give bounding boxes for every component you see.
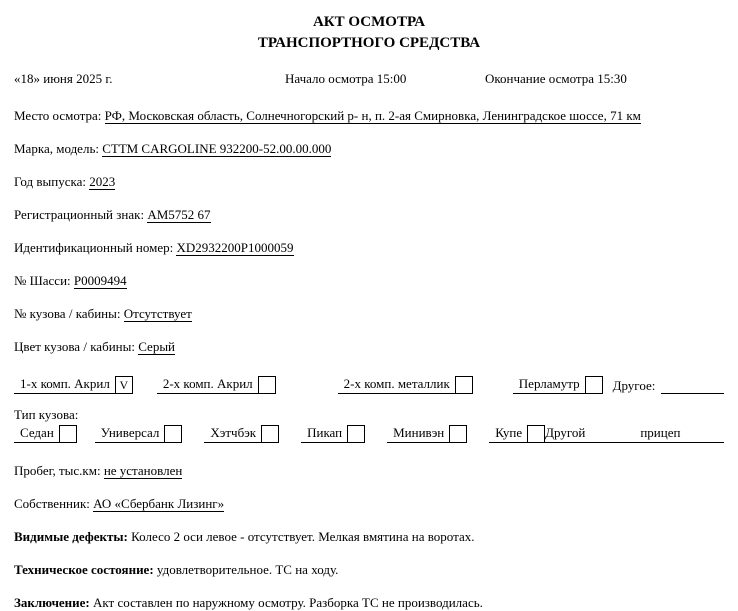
field-body-number [14,306,724,322]
field-label: Место осмотра: [14,108,102,123]
field-owner [14,496,724,512]
field-label: Год выпуска: [14,174,86,189]
paint-option-acrylic1 [14,375,133,394]
paint-option-pearl [513,375,603,394]
field-value: Отсутствует [123,306,192,321]
checkbox-label: Хэтчбэк [204,424,261,443]
paint-other-label: Другое: [612,378,656,393]
field-label: № Шасси: [14,273,71,288]
body-option-minivan [387,424,467,443]
title-line-1: АКТ ОСМОТРА [312,14,426,30]
field-label: Заключение: [14,595,90,610]
field-label: Видимые дефекты: [14,529,128,544]
title-line-2: ТРАНСПОРТНОГО СРЕДСТВА [257,35,481,51]
body-other-label: Другой [545,424,585,443]
checkbox [455,376,473,394]
paint-type-row [14,375,724,394]
checkbox-checked: V [115,376,133,394]
field-vin [14,240,724,256]
checkbox [585,376,603,394]
body-option-wagon [95,424,183,443]
field-place [14,108,724,124]
field-label: Регистрационный знак: [14,207,145,222]
field-label: Техническое состояние: [14,562,154,577]
field-label: Пробег, тыс.км: [14,463,101,478]
body-type-row [14,424,724,443]
field-year [14,174,724,190]
paint-option-acrylic2 [157,375,276,394]
field-value: РФ, Московская область, Солнечногорский р- н, п. 2-ая Смирновка, Ленинградское шоссе, 71 км [104,108,641,123]
body-other-value: прицеп [640,424,680,443]
field-value: АО «Сбербанк Лизинг» [93,496,225,511]
field-make-model [14,141,724,157]
field-value: P0009494 [73,273,127,288]
checkbox-label: 1-х комп. Акрил [14,375,115,394]
inspection-start-time: Начало осмотра 15:00 [285,71,407,86]
field-conclusion [14,595,724,611]
checkbox-label: Перламутр [513,375,585,394]
checkbox-label: Минивэн [387,424,449,443]
field-technical-condition [14,562,724,578]
checkbox [258,376,276,394]
field-value: Акт составлен по наружному осмотру. Разборка ТС не производилась. [93,595,483,610]
inspection-date: «18» июня 2025 г. [14,71,113,86]
body-option-sedan [14,424,77,443]
field-chassis [14,273,724,289]
field-label: № кузова / кабины: [14,306,121,321]
field-value: не установлен [103,463,183,478]
body-option-pickup [301,424,365,443]
field-reg-number [14,207,724,223]
checkbox [59,425,77,443]
field-value: Серый [138,339,176,354]
body-type-caption: Тип кузова: [14,407,79,422]
paint-option-metallic [338,375,473,394]
paint-other-blank-line [661,380,724,394]
body-other-trailing-blank [680,429,724,443]
checkbox [164,425,182,443]
body-other-blank [585,429,640,443]
field-value: XD2932200P1000059 [176,240,294,255]
field-value: СТТМ CARGOLINE 932200-52.00.00.000 [102,141,332,156]
header-row [14,71,724,86]
field-body-color [14,339,724,355]
checkbox [347,425,365,443]
checkbox-label: Купе [489,424,527,443]
field-value: удовлетворительное. ТС на ходу. [156,562,339,577]
field-value: АМ5752 67 [147,207,211,222]
field-value: Колесо 2 оси левое - отсутствует. Мелкая вмятина на воротах. [131,529,475,544]
field-label: Идентификационный номер: [14,240,174,255]
field-mileage [14,463,724,479]
field-label: Собственник: [14,496,90,511]
checkbox [261,425,279,443]
field-visible-defects [14,529,724,545]
body-option-hatchback [204,424,279,443]
checkbox [449,425,467,443]
document-title [14,12,724,54]
checkbox-label: 2-х комп. Акрил [157,375,258,394]
checkbox [527,425,545,443]
body-option-coupe [489,424,545,443]
checkbox-label: Седан [14,424,59,443]
field-label: Марка, модель: [14,141,99,156]
checkbox-label: Универсал [95,424,165,443]
checkbox-label: 2-х комп. металлик [338,375,455,394]
inspection-end-time: Окончание осмотра 15:30 [485,71,627,86]
field-value: 2023 [89,174,116,189]
checkbox-label: Пикап [301,424,347,443]
field-label: Цвет кузова / кабины: [14,339,135,354]
